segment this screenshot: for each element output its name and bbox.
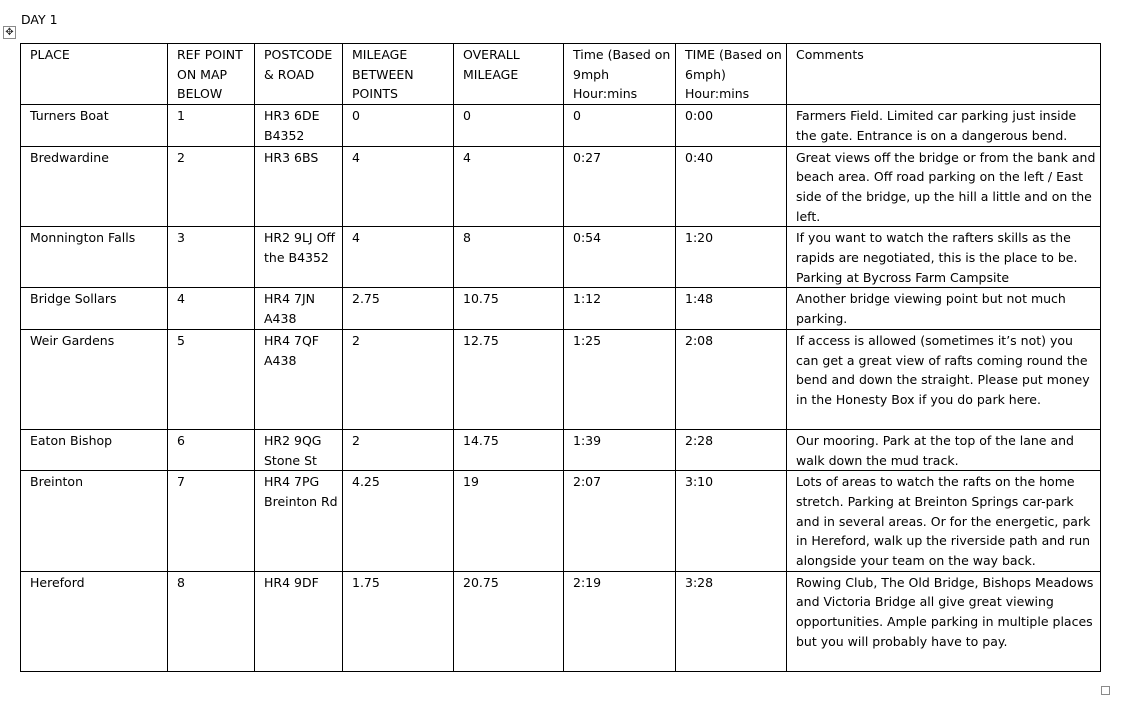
cell-ref: 1 [168, 105, 255, 146]
header-time-6mph: TIME (Based on 6mph) Hour:mins [676, 44, 787, 105]
header-row [21, 44, 1101, 105]
header-place: PLACE [21, 44, 168, 105]
cell-mileage: 1.75 [343, 571, 454, 671]
cell-overall: 12.75 [454, 329, 564, 429]
cell-mileage: 2 [343, 429, 454, 470]
cell-time-6mph: 0:00 [676, 105, 787, 146]
cell-ref: 3 [168, 227, 255, 288]
table-row [21, 227, 1101, 288]
cell-ref: 4 [168, 288, 255, 329]
header-overall-mileage: OVERALL MILEAGE [454, 44, 564, 105]
cell-time-6mph: 0:40 [676, 146, 787, 227]
cell-place: Hereford [21, 571, 168, 671]
cell-place: Bridge Sollars [21, 288, 168, 329]
cell-time-6mph: 2:28 [676, 429, 787, 470]
table-resize-handle-icon[interactable] [1101, 686, 1110, 695]
header-mileage-between: MILEAGE BETWEEN POINTS [343, 44, 454, 105]
cell-postcode: HR3 6DE B4352 [255, 105, 343, 146]
header-postcode: POSTCODE & ROAD [255, 44, 343, 105]
cell-postcode: HR4 7JN A438 [255, 288, 343, 329]
cell-ref: 2 [168, 146, 255, 227]
cell-ref: 7 [168, 471, 255, 572]
cell-ref: 5 [168, 329, 255, 429]
cell-time-9mph: 0 [564, 105, 676, 146]
cell-overall: 10.75 [454, 288, 564, 329]
cell-comments: If you want to watch the rafters skills as the rapids are negotiated, this is the place to be. Parking at Bycross Farm Campsite [787, 227, 1101, 288]
cell-time-6mph: 1:48 [676, 288, 787, 329]
cell-postcode: HR2 9QG Stone St [255, 429, 343, 470]
cell-comments: Lots of areas to watch the rafts on the home stretch. Parking at Breinton Springs car-park and in several areas. Or for the energetic, park in Hereford, walk up the riverside path and run alongside your team on the way back. [787, 471, 1101, 572]
cell-time-9mph: 0:54 [564, 227, 676, 288]
cell-comments: Our mooring. Park at the top of the lane and walk down the mud track. [787, 429, 1101, 470]
header-comments: Comments [787, 44, 1101, 105]
cell-overall: 19 [454, 471, 564, 572]
cell-mileage: 4.25 [343, 471, 454, 572]
cell-comments: Farmers Field. Limited car parking just inside the gate. Entrance is on a dangerous bend. [787, 105, 1101, 146]
cell-time-9mph: 2:07 [564, 471, 676, 572]
cell-overall: 14.75 [454, 429, 564, 470]
cell-place: Monnington Falls [21, 227, 168, 288]
cell-postcode: HR2 9LJ Off the B4352 [255, 227, 343, 288]
cell-ref: 8 [168, 571, 255, 671]
cell-mileage: 2.75 [343, 288, 454, 329]
table-row [21, 429, 1101, 470]
cell-mileage: 2 [343, 329, 454, 429]
cell-time-9mph: 2:19 [564, 571, 676, 671]
cell-time-6mph: 3:28 [676, 571, 787, 671]
cell-time-9mph: 1:39 [564, 429, 676, 470]
cell-comments: Another bridge viewing point but not much parking. [787, 288, 1101, 329]
table-move-handle-icon[interactable]: ✥ [3, 26, 16, 39]
cell-overall: 8 [454, 227, 564, 288]
table-row [21, 105, 1101, 146]
route-table [20, 43, 1101, 672]
table-row [21, 146, 1101, 227]
header-ref-point: REF POINT ON MAP BELOW [168, 44, 255, 105]
header-time-9mph: Time (Based on 9mph Hour:mins [564, 44, 676, 105]
cell-time-9mph: 1:25 [564, 329, 676, 429]
cell-comments: If access is allowed (sometimes it’s not) you can get a great view of rafts coming round the bend and down the straight. Please put money in the Honesty Box if you do park here. [787, 329, 1101, 429]
cell-mileage: 0 [343, 105, 454, 146]
cell-overall: 20.75 [454, 571, 564, 671]
cell-time-9mph: 0:27 [564, 146, 676, 227]
cell-postcode: HR3 6BS [255, 146, 343, 227]
cell-place: Bredwardine [21, 146, 168, 227]
cell-time-9mph: 1:12 [564, 288, 676, 329]
cell-postcode: HR4 7PG Breinton Rd [255, 471, 343, 572]
table-row [21, 571, 1101, 671]
cell-overall: 4 [454, 146, 564, 227]
cell-time-6mph: 3:10 [676, 471, 787, 572]
cell-comments: Rowing Club, The Old Bridge, Bishops Meadows and Victoria Bridge all give great viewing opportunities. Ample parking in multiple places but you will probably have to pay. [787, 571, 1101, 671]
cell-place: Breinton [21, 471, 168, 572]
cell-place: Eaton Bishop [21, 429, 168, 470]
table-row [21, 329, 1101, 429]
cell-postcode: HR4 7QF A438 [255, 329, 343, 429]
table-row [21, 288, 1101, 329]
cell-mileage: 4 [343, 227, 454, 288]
cell-overall: 0 [454, 105, 564, 146]
cell-mileage: 4 [343, 146, 454, 227]
cell-place: Weir Gardens [21, 329, 168, 429]
cell-time-6mph: 2:08 [676, 329, 787, 429]
cell-time-6mph: 1:20 [676, 227, 787, 288]
cell-place: Turners Boat [21, 105, 168, 146]
document-title: DAY 1 [21, 12, 58, 27]
cell-ref: 6 [168, 429, 255, 470]
table-row [21, 471, 1101, 572]
cell-postcode: HR4 9DF [255, 571, 343, 671]
cell-comments: Great views off the bridge or from the bank and beach area. Off road parking on the left / East side of the bridge, up the hill a little and on the left. [787, 146, 1101, 227]
